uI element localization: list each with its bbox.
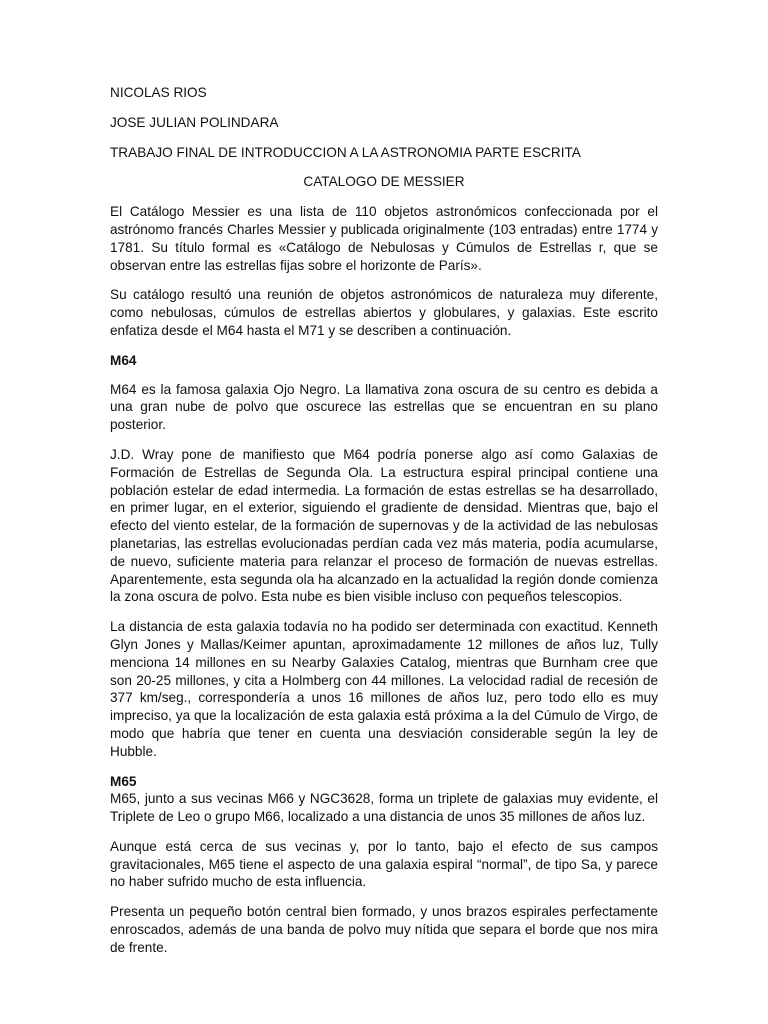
section-heading-m65: M65 xyxy=(110,773,137,789)
document-page xyxy=(110,84,658,969)
section-paragraph: J.D. Wray pone de manifiesto que M64 podría ponerse algo así como Galaxias de Formación de Estrellas de Segunda Ola. La estructura espiral principal contiene una población estelar de edad intermedia. La formación de estas estrellas se ha desarrollado, en primer lugar, en el exterior, siguiendo el gradiente de densidad. Mientras que, bajo el efecto del viento estelar, de la formación de supernovas y de la actividad de las nebulosas planetarias, las estrellas evolucionadas perdían cada vez más materia, podía acumularse, de nuevo, suficiente materia para relanzar el proceso de formación de nuevas estrellas. Aparentemente, esta segunda ola ha alcanzado en la actualidad la región donde comienza la zona oscura de polvo. Esta nube es bien visible incluso con pequeños telescopios. xyxy=(110,446,658,605)
intro-paragraph: Su catálogo resultó una reunión de objetos astronómicos de naturaleza muy diferente, como nebulosas, cúmulos de estrellas abiertos y globulares, y galaxias. Este escrito enfatiza desde el M64 hasta el M71 y se describen a continuación. xyxy=(110,287,658,338)
author-name: NICOLAS RIOS xyxy=(110,85,207,100)
author-name: JOSE JULIAN POLINDARA xyxy=(110,114,279,130)
assignment-title: TRABAJO FINAL DE INTRODUCCION A LA ASTRONOMIA PARTE ESCRITA xyxy=(110,144,581,160)
intro-paragraph: El Catálogo Messier es una lista de 110 objetos astronómicos confeccionada por el astrónomo francés Charles Messier y publicada originalmente (103 entradas) entre 1774 y 1781. Su título formal es «Catálogo de Nebulosas y Cúmulos de Estrellas r, que se observan entre las estrellas fijas sobre el horizonte de París». xyxy=(110,204,658,273)
section-paragraph: La distancia de esta galaxia todavía no ha podido ser determinada con exactitud. Kenneth Glyn Jones y Mallas/Keimer apuntan, aproximadamente 12 millones de años luz, Tully menciona 14 millones en su Nearby Galaxies Catalog, mientras que Burnham cree que son 20-25 millones, y cita a Holmberg con 44 millones. La velocidad radial de recesión de 377 km/seg., correspondería a unos 16 millones de años luz, pero todo ello es muy impreciso, ya que la localización de esta galaxia está próxima a la del Cúmulo de Virgo, de modo que habría que tener en cuenta una desviación considerable según la ley de Hubble. xyxy=(110,619,658,759)
section-heading-m64: M64 xyxy=(110,352,137,368)
section-paragraph: Aunque está cerca de sus vecinas y, por lo tanto, bajo el efecto de sus campos gravitacionales, M65 tiene el aspecto de una galaxia espiral “normal”, de tipo Sa, y parece no haber sufrido mucho de esta influencia. xyxy=(110,838,658,890)
document-title: CATALOGO DE MESSIER xyxy=(303,174,465,190)
section-paragraph: M64 es la famosa galaxia Ojo Negro. La llamativa zona oscura de su centro es debida a una gran nube de polvo que oscurece las estrellas que se encuentran en su plano posterior. xyxy=(110,381,658,433)
section-paragraph: M65, junto a sus vecinas M66 y NGC3628, forma un triplete de galaxias muy evidente, el Triplete de Leo o grupo M66, localizado a una distancia de unos 35 millones de años luz. xyxy=(110,791,658,825)
section-paragraph: Presenta un pequeño botón central bien formado, y unos brazos espirales perfectamente enroscados, además de una banda de polvo muy nítida que separa el borde que nos mira de frente. xyxy=(110,904,658,955)
